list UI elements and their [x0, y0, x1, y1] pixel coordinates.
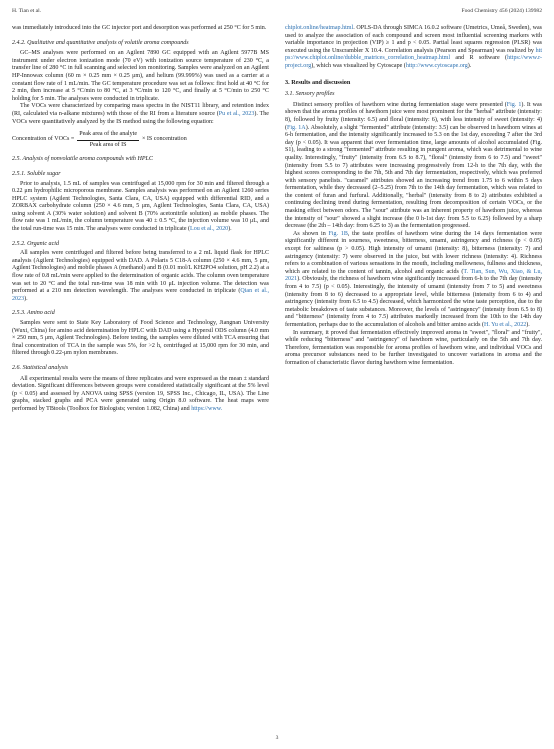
header-authors: H. Tian et al. — [12, 8, 42, 14]
page-number: 3 — [275, 735, 279, 741]
heading-3-1: 3.1. Sensory profiles — [285, 91, 335, 98]
header-journal-link[interactable]: Food Chemistry 456 (2024) 139982 — [461, 8, 542, 14]
paragraph-desorption: was immediately introduced into the GC injector port and desorption was performed at 250 °C for 5 min. — [12, 25, 267, 31]
paragraph-aroma-profiles: Distinct sensory profiles of hawthorn wine during fermentation stage were presented (Fig. 1). It was shown that the aroma profiles of hawthorn juice were most prominent for the "herbal" attribute (intensity: 8), followed by fruity (intensity: 6.5) and floral (intensity: 6), with less intensity of sweet (intensity: 4) (Fig. 1A). Absolutely, a slight "fermented" attribute (intensity: 3.5) can be observed in hawthorn wines at 6-h fermentation, and the intensity significantly increased to 5.3 on the 1st day, exceeding 7 after the 3rd day (p < 0.05). It was apparent that over fermentation time, large amounts of alcohol accumulated (Fig. S1), leading to a strong "fermented" attribute resulting in pungent aroma, which was detrimental to wine quality. Interestingly, "fruity" (intensity from 6.5 to 8.7), "floral" (intensity from 6 to 7.5) and "sweet" (intensity from 5.5 to 7) attributes were increasing progressively from 12-h to the 7th day, with the highest scores corresponding to the 7th, 5th and 7th day fermentation, respectively, which was preferred with sensory panelists. "caramel" attributes showed an increasing trend from 1.75 to 6 within 5 days fermentation, while they decreased (2–5.25) from 7th to the 14th day fermentation, which was related to the content of furan and furfural. Additionally, "herbal" (intensity from 8 to 2) attributes exhibited a continuing declining trend during fermentation, resulting from decomposition of certain VOCs, or the masking effect between odors. The "sour" attribute was an inherent property of hawthorn juice, whereas the intensity of "sour" showed a slight increase (the 0 h-1st day: from 5.5 to 6.25) followed by a sharp decrease (the 2th – 14th day: from 6.25 to 3) as the fermentation progressed. — [285, 101, 543, 230]
heading-2-5-1: 2.5.1. Soluble sugar — [12, 170, 61, 177]
equation-denominator: Peak area of IS — [89, 141, 127, 148]
heading-2-5-3: 2.5.3. Amino acid — [12, 310, 55, 317]
paragraph-taste-profiles: As shown in Fig. 1B, the taste profiles of hawthorn wine during the 14 days fermentation were significantly different in sourness, sweetness, bitterness, umami, astringency and richness (p < 0.05) except for saltiness (p > 0.05). High intensity of umami (intensity: 8), bitterness (intensity: 7) and astringency (intensity: 7) were observed in the juice, but with lower richness (intensity: 4). Richness refers to a combination of various sensations in the mouth, including mellowness, fullness and thickness, which are related to the content of tannin, alcohol and organic acids (T. Tian, Sun, Wu, Xiao, & Lu, 2021). Obviously, the richness of hawthorn wine significantly increased from 6-h to the 7th day (intensity from 4 to 7.5) (p < 0.05). Interestingly, the intensity of umami (intensity from 7 to 5) and sweetness (intensity from 8 to 6) decreased to a appropriate level, while bitterness (intensity from 6 to 4) and astringency (intensity from 6.5 to 4.5) decreased, which harmonized the wine taste perception, due to the metabolic breakdown of taste substances. Moreover, the levels of "astringency" (intensity from 6.5 to 8) and "bitterness" (intensity from 4 to 7.5) attributes markedly increased from the 10th to the 14th day fermentation, perhaps due to the accumulation of alcohols and bitter amino acids (H. Yu et al., 2022). — [285, 230, 543, 328]
url-link[interactable]: http://www.cytoscape.org — [405, 62, 468, 69]
citation-link[interactable]: T. Tian, Sun, Wu, Xiao, & Lu, 2021 — [285, 268, 542, 283]
paragraph-summary: In summary, it proved that fermentation effectively improved aroma in "sweet", "floral" and "fruity", while reducing "bitterness" and "astringency" of hawthorn wine, particularly on the 5th and 7th day. Therefore, fermentation was responsible for aroma profiles of hawthorn wine, and individual VOCs and aroma precursor substances need to be further investigated to uncover variations in aroma and the formation of characteristic flavor during hawthorn wine fermentation. — [285, 329, 542, 366]
equation-numerator: Peak area of the analyte — [77, 131, 139, 141]
url-link[interactable]: https://www. — [191, 405, 223, 412]
paragraph-soluble-sugar: Prior to analysis, 1.5 mL of samples was centrifuged at 15,000 rpm for 30 min and filtered through a 0.22 μm hydrophilic microporous membrane. Samples analysis was performed on an Agilent 1260 series HPLC system (Agilent Technologies, Santa Clara, CA, USA) equipped with differential RID, and a ZORBAX carbohydrate column (250 × 4.6 mm, 5 μm, Agilent Technologies, Santa Clara, CA, USA) using solvent A (30% water solution) and solvent B (70% acetonitrile solution) as mobile phases. The flow rate was 1 mL/min, the column temperature was 40 ± 0.5 °C, the injection volume was 10 μL, and the total run-time was 15 min. The analyses were conducted in triplicate (Lou et al., 2020). — [12, 180, 269, 233]
paragraph-statistics-cont: chiplot.online/heatmap.html. OPLS-DA through SIMCA 16.0.2 software (Umetrics, Umeå, Sweden), was used to analyze the association of each compound and screen most influential screening markers with variable importance in projection (VIP) ≥ 1 and p < 0.05. Partial least squares regression (PLSR) was executed using the Unscrambler X 10.4. Correlation analysis (Pearson and Spearman) was realized by https://www.chiplot.online/dubble_matrices_correlation_heatmap.html and R software (https://www.r-project.org), which was visualized by Cytoscape (http://www.cytoscape.org). — [285, 25, 542, 69]
left-column — [12, 25, 269, 414]
figure-link[interactable]: Fig. 1 — [506, 101, 522, 108]
heading-2-5-2: 2.5.2. Organic acid — [12, 240, 59, 247]
right-column — [285, 25, 542, 368]
citation-link[interactable]: H. Yu et al., 2022 — [483, 321, 527, 328]
url-link[interactable]: https://www.chiplot.online/dubble_matrices_correlation_heatmap.html — [285, 47, 542, 62]
url-link[interactable]: https://www.r-project.org — [285, 55, 542, 69]
heading-2-5: 2.5. Analysis of nonvolatile aroma compounds with HPLC — [12, 156, 153, 163]
running-header — [12, 8, 542, 20]
citation-link[interactable]: Pu et al., 2023 — [218, 110, 255, 117]
equation-fraction — [77, 131, 139, 149]
paragraph-organic-acid: All samples were centrifuged and filtered before being transferred to a 2 mL liquid flask for HPLC analysis (Agilent Technologies) equipped with DAD. A Polaris 5 C18-A column (250 × 4.6 mm, 5 μm, Agilent Technologies) and mobile phases A (methanol) and B (0.01 mol/L KH2PO4 solution, pH 2.2) at a flow rate of 0.8 mL/min were applied to the determination of organic acids. The column oven temperature was set to 20 °C and the total run-time was 18 min with 10 μL injection volume. The detection was performed at a 210 nm detection wavelength. The analyses were conducted in triplicate (Qian et al., 2023). — [12, 250, 269, 302]
equation-lhs: Concentration of VOCs = — [12, 136, 75, 143]
paragraph-gcms: GC–MS analyses were performed on an Agilent 7890 GC equipped with an Agilent 5977B MS instrument under electron ionization mode (70 eV) with ionization source temperature of 230 °C, a transfer line of 280 °C in full scanning and selected ion monitoring. Samples were analyzed on an Agilent HP-Innowax column (60 m × 0.25 mm × 0.25 μm), and helium (99.999%) was used as a carrier at a constant flow rate of 1 mL/min. The GC temperature procedure was set as follows: first hold at 40 °C for 2 min, then increase at 5 °C/min to 80 °C, at 3 °C/min to 120 °C, and finally at 5 °C/min to 250 °C holding for 5 min. The analyses were conducted in triplicate. — [12, 50, 269, 102]
citation-link[interactable]: Qian et al., 2023 — [12, 288, 269, 302]
url-link[interactable]: chiplot.online/heatmap.html — [285, 25, 354, 31]
heading-2-4-2: 2.4.2. Qualitative and quantitative analysis of volatile aroma compounds — [12, 39, 189, 46]
paragraph-voc-identification: The VOCs were characterized by comparing mass spectra in the NIST11 library, and retention index (RI, calculated via n-alkane mixtures) with those of the RI from a literature source (Pu et al., 2023). The VOCs were quantitatively analyzed by the IS method using the following equation: — [12, 103, 269, 125]
citation-link[interactable]: Lou et al., 2020 — [190, 226, 229, 233]
heading-3: 3. Results and discussion — [285, 78, 351, 86]
equation-voc-concentration — [12, 131, 269, 149]
paragraph-statistics: All experimental results were the means of three replicates and were expressed as the mean ± standard deviation. Significant differences between groups were considered statistically significant at the 5% level (p < 0.05) and assessed by ANOVA using SPSS (version 19, SPSS Inc., Chicago, IL, USA). The Line graphs, stacked graphs and PCA were generated using Origin 8.0 software. The heat maps were performed by TBtools (Toolbox for Biologists; version 1.082, China) and https://www. — [12, 375, 269, 412]
paragraph-amino-acid: Samples were sent to State Key Laboratory of Food Science and Technology, Jiangnan University (Wuxi, China) for amino acid determination by HPLC with DAD using a Hypersil ODS column (4.0 mm × 250 mm, 5 μm, Agilent Technologies). Before testing, the samples were diluted with TCA ensuring that final concentration of TCA in the sample was 5%, for >2 h, centrifuged at 15,000 rpm for 30 min, and filtered through 0.22-μm nylon membranes. — [12, 320, 269, 357]
figure-link[interactable]: Fig. 1B — [328, 230, 348, 237]
figure-link[interactable]: Fig. 1A — [287, 124, 306, 131]
heading-2-6: 2.6. Statistical analysis — [12, 364, 69, 371]
equation-rhs: × IS concentration — [142, 136, 187, 143]
